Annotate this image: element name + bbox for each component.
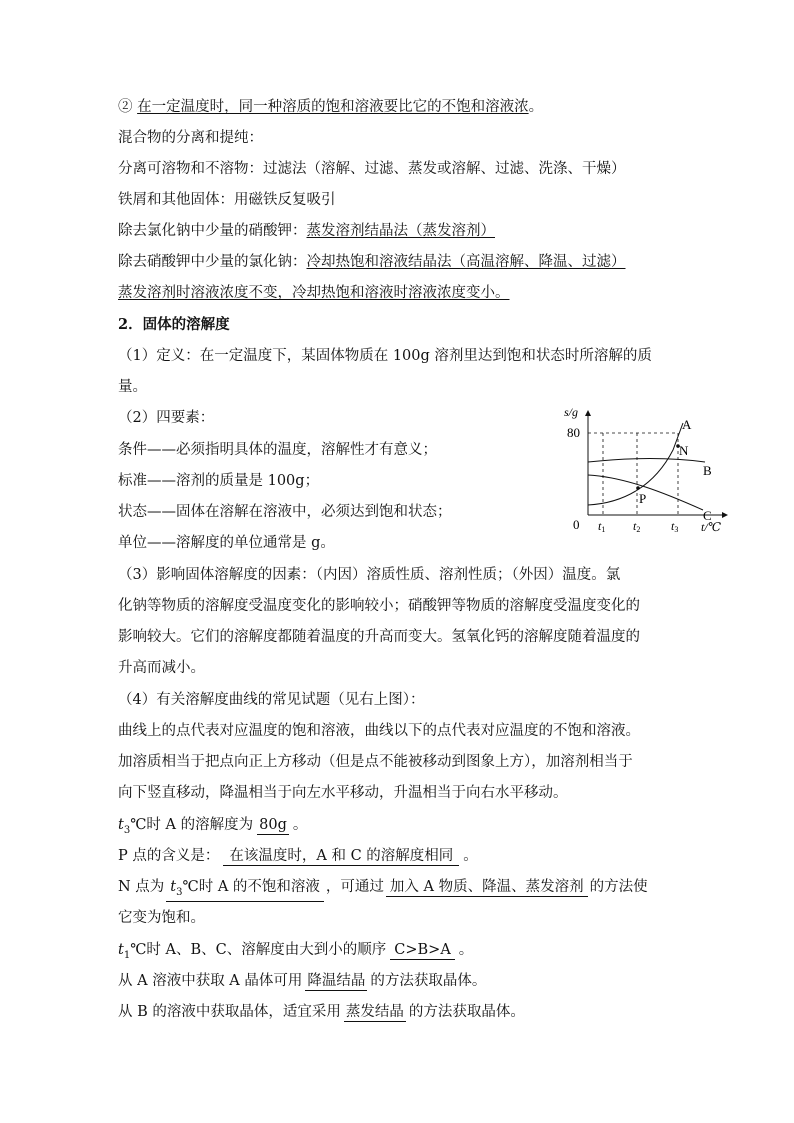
y-tick-80: 80 xyxy=(567,425,580,440)
answer-text: 加入 A 物质、降温、蒸发溶剂 xyxy=(386,879,588,897)
line-remove-nacl xyxy=(118,252,626,272)
temp-symbol: t xyxy=(118,942,124,958)
answer-text: 蒸发结晶 xyxy=(345,1004,404,1020)
answer-part: ℃时 A 的不饱和溶液 xyxy=(182,879,320,895)
line-definition-cont: 量。 xyxy=(118,379,147,395)
answer-text: 冷却热饱和溶液结晶法（高温溶解、降温、过滤） xyxy=(306,254,626,270)
curve-label-a: A xyxy=(682,417,692,432)
curve-label-c: C xyxy=(703,508,712,523)
line-four-elements: （2）四要素： xyxy=(118,410,215,426)
line-state: 状态——固体在溶解在溶液中，必须达到饱和状态； xyxy=(118,504,452,520)
question-point-n xyxy=(118,877,648,902)
section-heading-solubility: 2．固体的溶解度 xyxy=(118,316,230,333)
temp-subscript: 1 xyxy=(123,949,131,961)
temp-symbol: t xyxy=(170,879,177,895)
punctuation: 。 xyxy=(458,942,474,958)
underlined-statement: 在一定温度时，同一种溶质的饱和溶液要比它的不饱和溶液浓 xyxy=(137,99,529,115)
line-saturated-concentration xyxy=(118,97,543,117)
list-marker: ② xyxy=(118,99,133,115)
temp-subscript: 3 xyxy=(176,886,183,898)
curve-label-b: B xyxy=(703,463,712,478)
answer-text: C>B>A xyxy=(390,942,455,960)
punctuation: 。 xyxy=(528,99,544,115)
y-axis-label: s/g xyxy=(564,405,579,419)
solubility-curve-figure xyxy=(555,405,735,540)
line-unit: 单位——溶解度的单位通常是 g。 xyxy=(118,535,335,551)
question-lead: 从 B 的溶液中获取晶体，适宜采用 xyxy=(118,1004,341,1020)
question-a-solubility xyxy=(118,815,307,841)
x-tick-t3: t3 xyxy=(671,519,679,534)
heading-mixture-separation: 混合物的分离和提纯： xyxy=(118,130,263,146)
origin-label: 0 xyxy=(573,517,580,532)
curve-a xyxy=(588,423,683,505)
line-curve-points: 曲线上的点代表对应温度的饱和溶液，曲线以下的点代表对应温度的不饱和溶液。 xyxy=(118,723,640,739)
line-factors-1: （3）影响固体溶解度的因素：（内因）溶质性质、溶剂性质；（外因）温度。氯 xyxy=(118,567,621,583)
question-point-p xyxy=(118,846,478,866)
line-condition: 条件——必须指明具体的温度，溶解性才有意义； xyxy=(118,442,437,458)
line-magnet: 铁屑和其他固体：用磁铁反复吸引 xyxy=(118,192,336,208)
question-lead: N 点为 xyxy=(118,879,165,895)
line-filtration: 分离可溶物和不溶物：过滤法（溶解、过滤、蒸发或溶解、过滤、洗涤、干燥） xyxy=(118,161,626,177)
punctuation: 。 xyxy=(463,848,478,864)
punctuation: 。 xyxy=(292,817,308,833)
answer-text: 在该温度时，A 和 C 的溶解度相同 xyxy=(223,848,459,866)
point-label-p: P xyxy=(639,491,647,506)
point-label-n: N xyxy=(679,443,689,458)
line-curve-questions: （4）有关溶解度曲线的常见试题（见右上图）： xyxy=(118,692,425,708)
line-move-point-2: 向下竖直移动，降温相当于向左水平移动，升温相当于向右水平移动。 xyxy=(118,785,568,801)
question-mid: ，可通过 xyxy=(325,879,384,895)
question-end: 的方法获取晶体。 xyxy=(408,1004,525,1020)
line-standard: 标准——溶剂的质量是 100g； xyxy=(118,473,320,489)
question-lead: 除去硝酸钾中少量的氯化钠： xyxy=(118,254,307,270)
x-axis-label: t/℃ xyxy=(701,520,722,534)
question-end: 的方法使 xyxy=(589,879,648,895)
curve-b xyxy=(588,459,705,462)
answer-text: 降温结晶 xyxy=(307,973,366,989)
line-definition: （1）定义：在一定温度下，某固体物质在 100g 溶剂里达到饱和状态时所溶解的质 xyxy=(118,348,652,364)
question-lead: 从 A 溶液中获取 A 晶体可用 xyxy=(118,973,303,989)
question-end: 的方法获取晶体。 xyxy=(370,973,487,989)
temp-symbol: t xyxy=(118,817,124,833)
question-order xyxy=(118,940,473,966)
answer-text: 蒸发溶剂结晶法（蒸发溶剂） xyxy=(306,223,495,239)
line-factors-3: 影响较大。它们的溶解度都随着温度的升高而变大。氢氧化钙的溶解度随着温度的 xyxy=(118,629,640,645)
line-factors-2: 化钠等物质的溶解度受温度变化的影响较小；硝酸钾等物质的溶解度受温度变化的 xyxy=(118,598,640,614)
answer-text: 80g xyxy=(259,817,287,833)
question-lead: P 点的含义是： xyxy=(118,848,220,864)
question-lead: ℃时 A 的溶解度为 xyxy=(130,817,254,833)
line-factors-4: 升高而减小。 xyxy=(118,660,205,676)
question-crystal-a xyxy=(118,971,486,991)
question-point-n-cont: 它变为饱和。 xyxy=(118,910,205,926)
x-tick-t2: t2 xyxy=(633,519,641,534)
line-move-point-1: 加溶质相当于把点向正上方移动（但是点不能被移动到图象上方），加溶剂相当于 xyxy=(118,754,633,770)
point-p xyxy=(636,486,640,490)
question-crystal-b xyxy=(118,1002,525,1022)
answer-text xyxy=(166,879,324,902)
line-concentration-note: 蒸发溶剂时溶液浓度不变，冷却热饱和溶液时溶液浓度变小。 xyxy=(118,285,510,301)
x-tick-t1: t1 xyxy=(598,519,606,534)
line-remove-kno3 xyxy=(118,221,495,241)
question-lead: 除去氯化钠中少量的硝酸钾： xyxy=(118,223,307,239)
temp-subscript: 3 xyxy=(123,824,131,836)
question-lead: ℃时 A、B、C、溶解度由大到小的顺序 xyxy=(130,942,387,958)
